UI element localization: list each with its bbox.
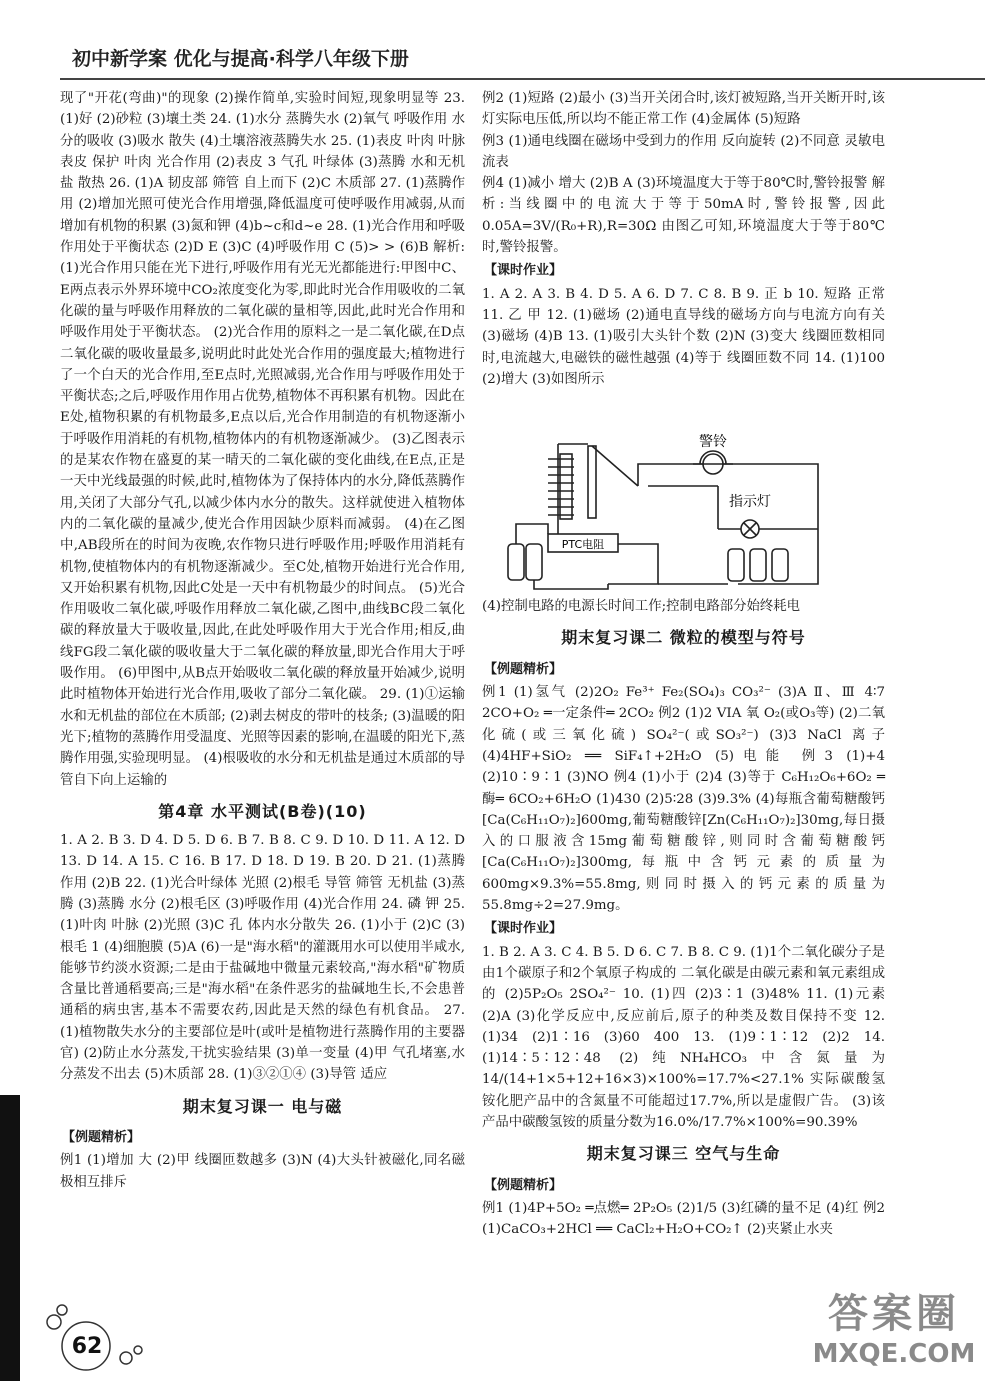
section-tag: 【课时作业】 (484, 921, 563, 937)
ptc-label: PTC电阻 (561, 538, 605, 552)
section-tag: 【例题精析】 (484, 1177, 563, 1193)
left-column (60, 88, 465, 1193)
page-number: 62 (71, 1334, 103, 1359)
section-title: 期末复习课三 空气与生命 (586, 1144, 781, 1164)
answer-text: (4)控制电路的电源长时间工作;控制电路部分始终耗电 (482, 599, 801, 615)
circuit-diagram (488, 394, 828, 594)
watermark (796, 1289, 992, 1377)
side-bar (0, 1095, 20, 1381)
answer-text: 例2 (1)短路 (2)最小 (3)当开关闭合时,该灯被短路,当开关断开时,该灯实际电压低,所以均不能正常工作 (4)金属体 (5)短路 (482, 91, 885, 128)
answer-text: 例1 (1)增加 大 (2)甲 线圈匝数越多 (3)N (4)大头针被磁化,同名磁极相互排斥 (60, 1153, 465, 1190)
answer-text: 例1 (1)氢气 (2)2O₂ Fe³⁺ Fe₂(SO₄)₃ CO₃²⁻ (3)A Ⅱ、Ⅲ 4∶7 2CO+O₂ ═一定条件═ 2CO₂ 例2 (1)2 VIA 氧 O₂(或O₃等) (2)二氧化硫(或三氧化硫) SO₄²⁻(或SO₃²⁻) (3)3 NaCl 离子 (4)4HF+SiO₂ ══ SiF₄↑+2H₂O (5)电能 例3 (1)+4 (2)10∶9∶1 (3)NO 例4 (1)小于 (2)4 (3)等于 C₆H₁₂O₆+6O₂ ═酶═ 6CO₂+6H₂O (1)430 (2)5∶28 (3)9.3% (4)每瓶含葡萄糖酸钙[Ca(C₆H₁₁O₇)₂]600mg,葡萄糖酸锌[Zn(C₆H₁₁O₇)₂]30mg,每日摄入的口服液含15mg葡萄糖酸锌,则同时含葡萄糖酸钙[Ca(C₆H₁₁O₇)₂]300mg,每瓶中含钙元素的质量为600mg×9.3%=55.8mg,则同时摄入的钙元素的质量为55.8mg÷2=27.9mg。 (482, 685, 885, 914)
answer-text: 现了"开花(弯曲)"的现象 (2)操作简单,实验时间短,现象明显等 23. (1)好 (2)砂粒 (3)壤土类 24. (1)水分 蒸腾失水 (2)氧气 呼吸作用 水分的吸收 (3)吸水 散失 (4)土壤溶液蒸腾失水 25. (1)表皮 叶肉 叶脉 表皮 保护 叶肉 光合作用 (2)表皮 3 气孔 叶绿体 (3)蒸腾 水和无机盐 散热 26. (1)A 韧皮部 筛管 自上而下 (2)C 木质部 27. (1)蒸腾作用 (2)增加光照可使光合作用增强,降低温度可使呼吸作用减弱,从而增加有机物的积累 (3)氮和钾 (4)b~c和d~e 28. (1)光合作用和呼吸作用处于平衡状态 (2)D E (3)C (4)呼吸作用 C (5)> > (6)B 解析:(1)光合作用只能在光下进行,呼吸作用有光无光都能进行:甲图中C、E两点表示外界环境中CO₂浓度变化为零,即此时光合作用吸收的二氧化碳的量与呼吸作用释放的二氧化碳的量相等,因此,此时光合作用和呼吸作用处于平衡状态。 (2)光合作用的原料之一是二氧化碳,在D点二氧化碳的吸收量最多,说明此时此处光合作用的强度最大;植物进行了一个白天的光合作用,至E点时,光照减弱,光合作用与呼吸作用处于平衡状态;之后,呼吸作用作用占优势,植物体不再积累有机物。因此在E处,植物积累的有机物最多,E点以后,光合作用制造的有机物逐渐小于呼吸作用消耗的有机物,植物体内的有机物逐渐减少。 (3)乙图表示的是某农作物在盛夏的某一晴天的二氧化碳的变化曲线,在E点,正是一天中光线最强的时候,此时,植物体为了保持体内的水分,降低蒸腾作用,关闭了大部分气孔,以减少体内水分的散失。这样就使进入植物体内的二氧化碳的量减少,使光合作用因缺少原料而减弱。 (4)在乙图中,AB段所在的时间为夜晚,农作物只进行呼吸作用;呼吸作用消耗有机物,使植物体内的有机物逐渐减少。至C处,植物开始进行光合作用,又开始积累有机物,因此C处是一天中有机物最少的时间点。 (5)光合作用吸收二氧化碳,呼吸作用释放二氧化碳,乙图中,曲线BC段二氧化碳的释放量大于吸收量,因此,在此处呼吸作用大于光合作用;相反,曲线FG段二氧化碳的吸收量大于二氧化碳的释放量,即光合作用大于呼吸作用。 (6)甲图中,从B点开始吸收二氧化碳的释放量开始减少,说明此时植物体开始进行光合作用,吸收了部分二氧化碳。 29. (1)①运输水和无机盐的部位在木质部; (2)剥去树皮的带叶的枝条; (3)温暖的阳光下;植物的蒸腾作用受温度、光照等因素的影响,在温暖的阳光下,蒸腾作用强,实验现明显。 (4)根吸收的水分和无机盐是通过木质部的导管自下向上运输的 (60, 91, 465, 788)
answer-text: 1. B 2. A 3. C 4. B 5. D 6. C 7. B 8. C 9. (1)1个二氧化碳分子是由1个碳原子和2个氧原子构成的 二氧化碳是由碳元素和氧元素组成的 (2)5P₂O₅ 2SO₄²⁻ 10. (1)四 (2)3∶1 (3)48% 11. (1)元素 (2)A (3)化学反应中,反应前后,原子的种类及数目保持不变 12. (1)34 (2)1∶16 (3)60 400 13. (1)9∶1∶12 (2)2 14. (1)14∶5∶12∶48 (2)纯NH₄HCO₃中含氮量为14/(14+1×5+12+16×3)×100%=17.7%<27.1% 实际碳酸氢铵化肥产品中的含氮量不可能超过17.7%,所以是虚假广告。 (3)该产品中碳酸氢铵的质量分数为16.0%/17.7%×100%=90.39% (482, 944, 885, 1130)
page-header: 初中新学案 优化与提高·科学八年级下册 (72, 48, 409, 70)
answer-text: 1. A 2. A 3. B 4. D 5. A 6. D 7. C 8. B 9. 正 b 10. 短路 正常 11. 乙 甲 12. (1)磁场 (2)通电直导线的磁场方向与电流方向有关 (3)磁场 (4)B 13. (1)吸引大头针个数 (2)N (3)变大 线圈匝数相同时,电流越大,电磁铁的磁性越强 (4)等于 线圈匝数不同 14. (1)100 (2)增大 (3)如图所示 (482, 286, 885, 387)
watermark-url: MXQE.COM (812, 1339, 976, 1369)
section-title: 期末复习课一 电与磁 (182, 1096, 343, 1116)
answer-text: 例1 (1)4P+5O₂ ═点燃═ 2P₂O₅ (2)1/5 (3)红磷的量不足 (4)红 例2 (1)CaCO₃+2HCl ══ CaCl₂+H₂O+CO₂↑ (2)夹紧止水夹 (482, 1200, 885, 1238)
answer-text: 例4 (1)减小 增大 (2)B A (3)环境温度大于等于80℃时,警铃报警 解析:当线圈中的电流大于等于50mA时,警铃报警,因此0.05A=3V/(R₀+R),R=30Ω 由图乙可知,环境温度大于等于80℃时,警铃报警。 (482, 176, 885, 256)
section-title: 期末复习课二 微粒的模型与符号 (561, 628, 806, 648)
lamp-label: 指示灯 (729, 494, 771, 511)
answer-text: 1. A 2. B 3. D 4. D 5. D 6. B 7. B 8. C 9. D 10. D 11. A 12. D 13. D 14. A 15. C 16. B 17. D 18. D 19. B 20. D 21. (1)蒸腾作用 (2)B 22. (1)光合叶绿体 光照 (2)根毛 导管 筛管 无机盐 (3)蒸腾 (3)蒸腾 水分 (2)根毛区 (3)呼吸作用 (4)光合作用 24. 磷 钾 25. (1)叶肉 叶脉 (2)光照 (3)C 孔 体内水分散失 26. (1)小于 (2)C (3)根毛 1 (4)细胞膜 (5)A (6)一是"海水稻"的灌溉用水可以使用半咸水,能够节约淡水资源;二是由于盐碱地中微量元素较高,"海水稻"矿物质含量比普通稻要高;三是"海水稻"在条件恶劣的盐碱地生长,不会患普通稻的病虫害,基本不需要农药,因此是天然的绿色有机食品。 27. (1)植物散失水分的主要部位是叶(或叶是植物进行蒸腾作用的主要器官) (2)防止水分蒸发,干扰实验结果 (3)单一变量 (4)甲 气孔堵塞,水分蒸发不出去 (5)木质部 28. (1)③②①④ (3)导管 适应 (60, 833, 465, 1083)
section-tag: 【例题精析】 (484, 661, 563, 677)
section-tag: 【例题精析】 (62, 1129, 141, 1145)
section-tag: 【课时作业】 (484, 263, 563, 279)
right-column (482, 88, 885, 1240)
answer-text: 例3 (1)通电线圈在磁场中受到力的作用 反向旋转 (2)不同意 灵敏电流表 (482, 133, 885, 170)
header-divider (60, 78, 985, 80)
section-title: 第4章 水平测试(B卷)(10) (158, 801, 367, 821)
bell-label: 警铃 (699, 434, 727, 451)
watermark-text: 答案圈 (828, 1291, 960, 1337)
